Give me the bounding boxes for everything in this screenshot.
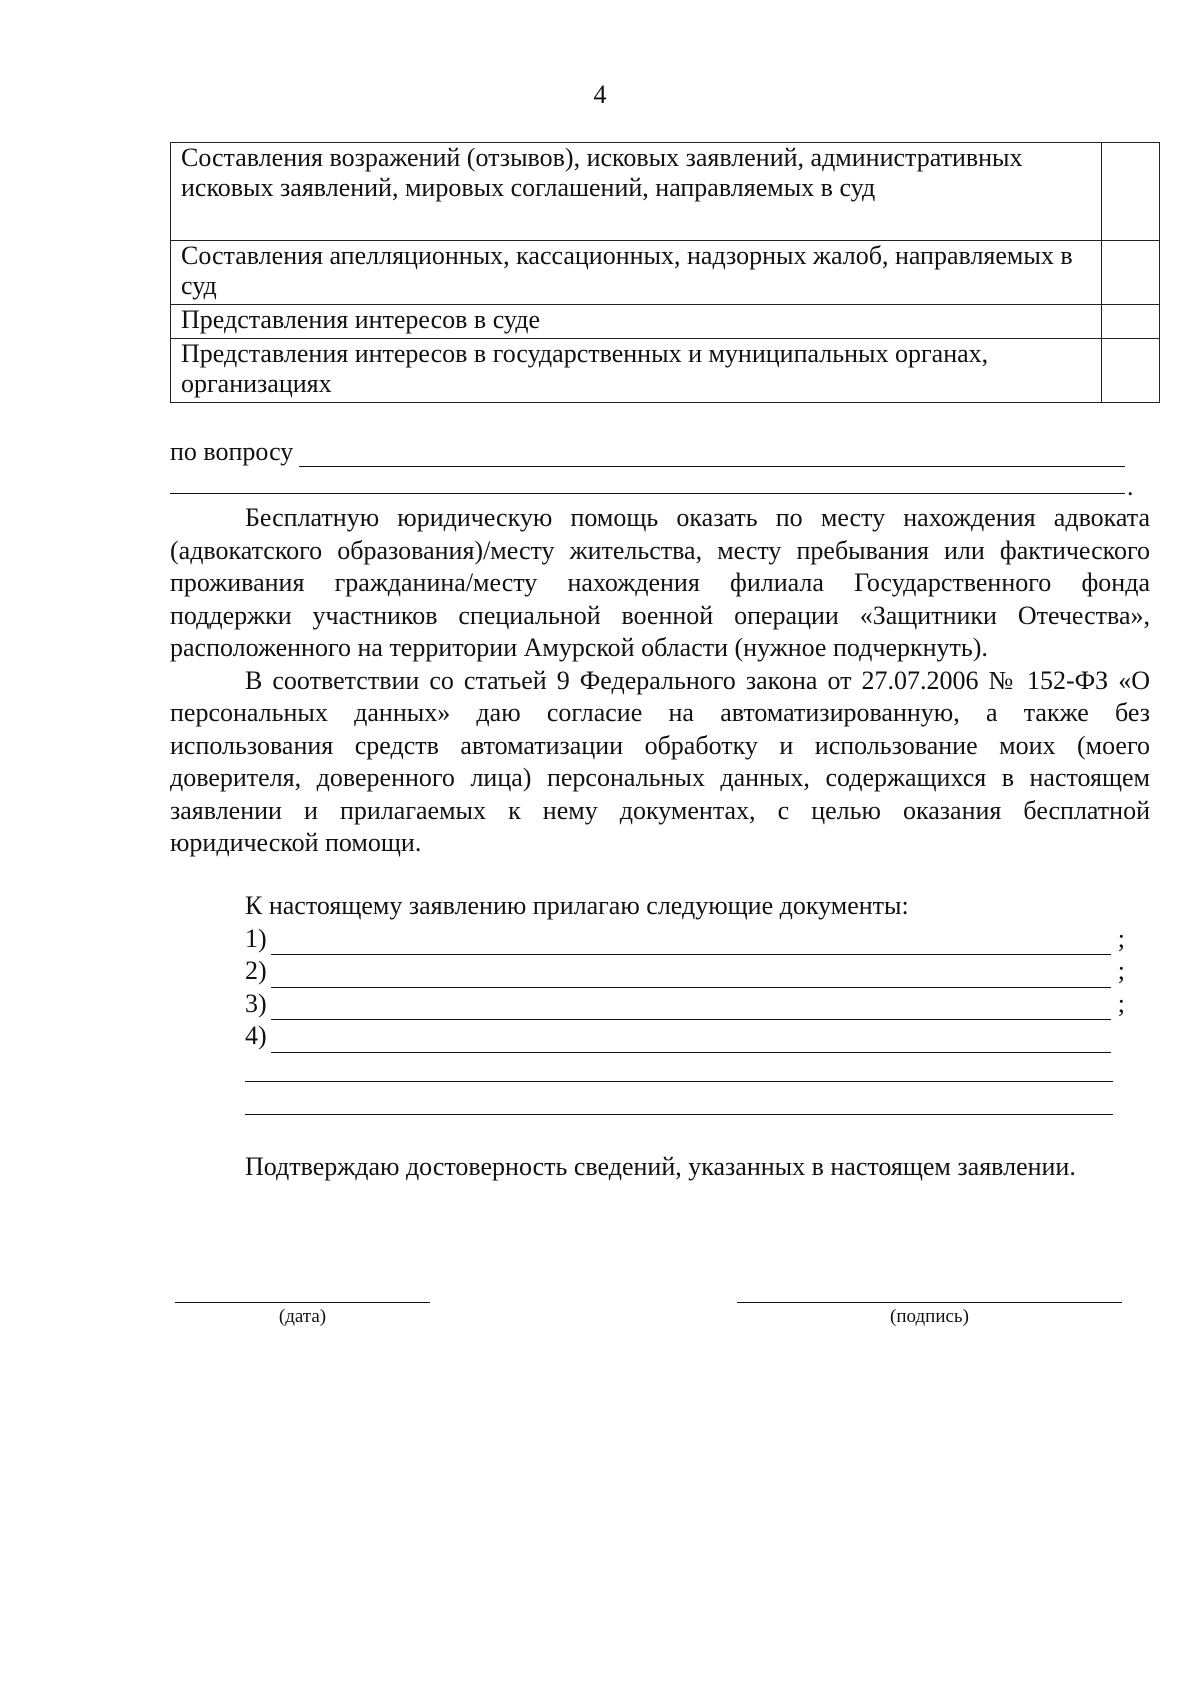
signature-line[interactable]	[737, 1302, 1122, 1303]
attachment-input-line[interactable]	[271, 995, 1111, 1020]
attachment-row	[245, 1020, 1125, 1053]
question-input-line[interactable]	[299, 440, 1125, 467]
service-checkbox-cell[interactable]	[1102, 241, 1160, 305]
attachment-row	[245, 923, 1125, 956]
attachment-end-mark: ;	[1117, 923, 1125, 953]
question-end-mark: .	[1127, 472, 1134, 501]
attachments-section	[245, 890, 1125, 1053]
attachment-input-line[interactable]	[271, 963, 1111, 988]
service-checkbox-cell[interactable]	[1102, 305, 1160, 339]
service-row	[171, 143, 1160, 241]
paragraph-location: Бесплатную юридическую помощь оказать по месту нахождения адвоката (адвокатского образования)/месту жительства, месту пребывания или фактического проживания гражданина/месту нахождения филиала Государственного фонда поддержки участников специальной военной операции «Защитники Отечества», расположенного на территории Амурской области (нужное подчеркнуть).	[170, 503, 1150, 662]
attachment-number: 4)	[245, 1021, 267, 1050]
page-number: 4	[593, 80, 607, 109]
service-checkbox-cell[interactable]	[1102, 339, 1160, 403]
date-line[interactable]	[175, 1302, 430, 1303]
attachment-extra-line[interactable]	[245, 1081, 1113, 1082]
service-row	[171, 305, 1160, 339]
attachment-extra-line[interactable]	[245, 1114, 1113, 1115]
body-text	[170, 502, 1150, 860]
attachment-number: 3)	[245, 988, 267, 1018]
service-row	[171, 339, 1160, 403]
attachment-input-line[interactable]	[271, 1028, 1111, 1053]
services-table	[170, 142, 1160, 403]
attachment-row	[245, 955, 1125, 988]
service-text: Составления возражений (отзывов), исковых заявлений, административных исковых заявлений, мировых соглашений, направляемых в суд	[171, 143, 1102, 241]
attachments-intro: К настоящему заявлению прилагаю следующие документы:	[245, 891, 909, 920]
service-text: Представления интересов в суде	[171, 305, 1102, 339]
service-checkbox-cell[interactable]	[1102, 143, 1160, 241]
signature-caption: (подпись)	[890, 1306, 969, 1327]
attachment-end-mark: ;	[1117, 988, 1125, 1018]
confirmation-statement: Подтверждаю достоверность сведений, указанных в настоящем заявлении.	[245, 1152, 1076, 1181]
attachment-number: 1)	[245, 923, 267, 953]
attachment-input-line[interactable]	[271, 930, 1111, 955]
attachment-end-mark: ;	[1117, 956, 1125, 985]
question-input-line-2[interactable]	[170, 493, 1125, 494]
date-caption: (дата)	[278, 1306, 327, 1327]
paragraph-consent: В соответствии со статьей 9 Федерального закона от 27.07.2006 № 152-ФЗ «О персональных данных» даю согласие на автоматизированную, а также без использования средств автоматизации обработку и использование моих (моего доверителя, доверенного лица) персональных данных, содержащихся в настоящем заявлении и прилагаемых к нему документах, с целью оказания бесплатной юридической помощи.	[170, 665, 1150, 857]
service-text: Представления интересов в государственных и муниципальных органах, организациях	[171, 339, 1102, 403]
question-field	[170, 437, 1125, 467]
service-row	[171, 241, 1160, 305]
service-text: Составления апелляционных, кассационных, надзорных жалоб, направляемых в суд	[171, 241, 1102, 305]
attachment-number: 2)	[245, 956, 267, 985]
attachment-row	[245, 988, 1125, 1021]
question-label: по вопросу	[170, 437, 294, 466]
